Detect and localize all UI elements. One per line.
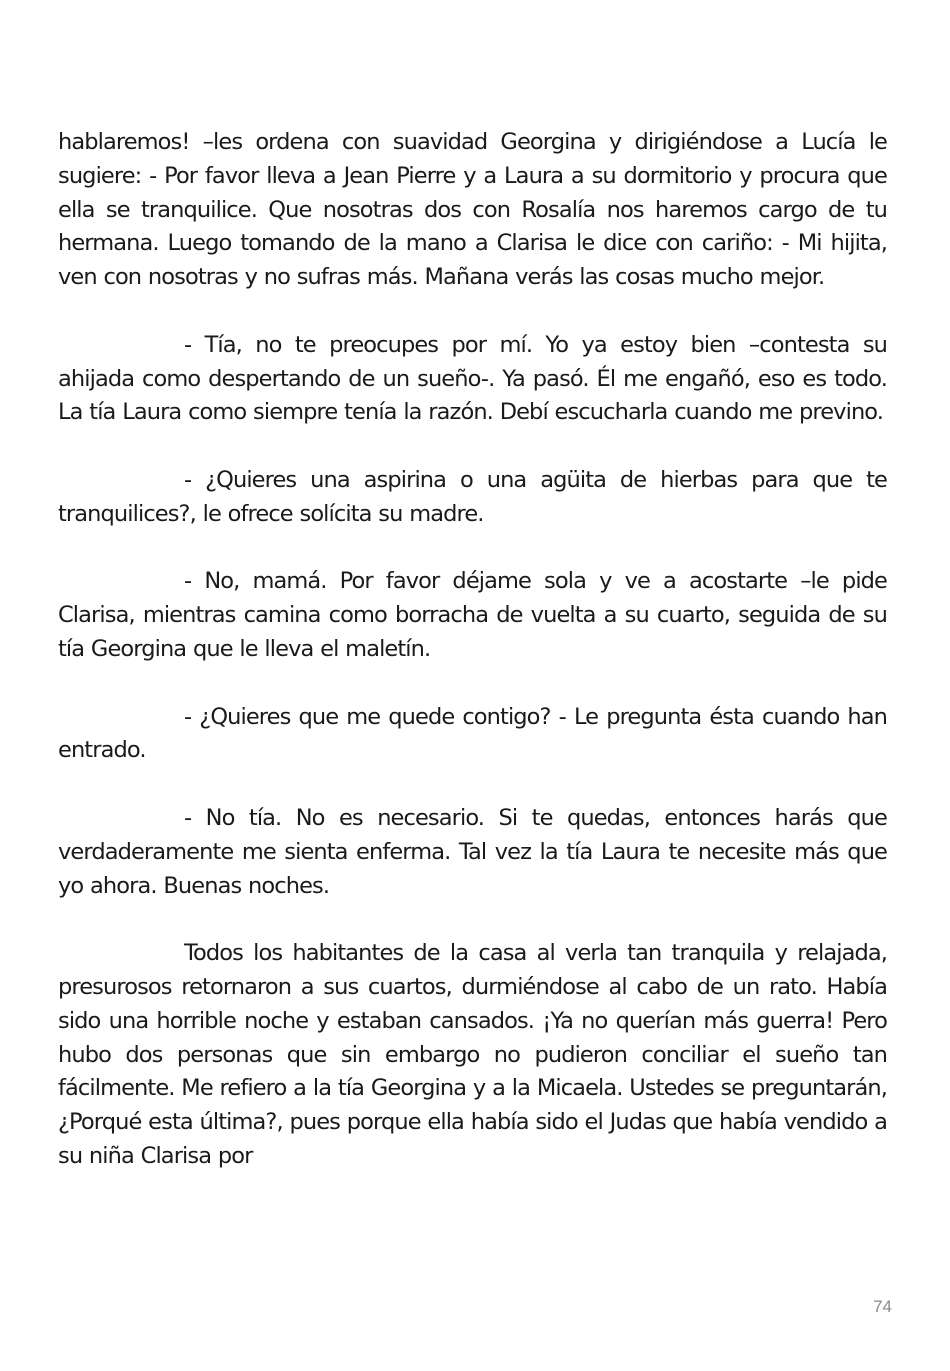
paragraph-3: - ¿Quieres una aspirina o una agüita de hierbas para que te tranquilices?, le ofrece solícita su madre. — [58, 466, 887, 527]
page-number: 74 — [873, 1297, 892, 1316]
body-text — [58, 126, 887, 1208]
paragraph-1: hablaremos! –les ordena con suavidad Georgina y dirigiéndose a Lucía le sugiere: - Por favor lleva a Jean Pierre y a Laura a su dormitorio y procura que ella se tranquilice. Que nosotras dos con Rosalía nos haremos cargo de tu hermana. Luego tomando de la mano a Clarisa le dice con cariño: - Mi hijita, ven con nosotras y no sufras más. Mañana verás las cosas mucho mejor. — [58, 129, 887, 291]
paragraph-2: - Tía, no te preocupes por mí. Yo ya estoy bien –contesta su ahijada como despertando de un sueño-. Ya pasó. Él me engañó, eso es todo. La tía Laura como siempre tenía la razón. Debí escucharla cuando me previno. — [58, 331, 887, 426]
paragraph-5: - ¿Quieres que me quede contigo? - Le pregunta ésta cuando han entrado. — [58, 703, 887, 764]
paragraph-6: - No tía. No es necesario. Si te quedas, entonces harás que verdaderamente me sienta enferma. Tal vez la tía Laura te necesite más que yo ahora. Buenas noches. — [58, 804, 887, 899]
paragraph-4: - No, mamá. Por favor déjame sola y ve a acostarte –le pide Clarisa, mientras camina como borracha de vuelta a su cuarto, seguida de su tía Georgina que le lleva el maletín. — [58, 568, 887, 662]
paragraph-7: Todos los habitantes de la casa al verla tan tranquila y relajada, presurosos retornaron a sus cuartos, durmiéndose al cabo de un rato. Había sido una horrible noche y estaban cansados. ¡Ya no querían más guerra! Pero hubo dos personas que sin embargo no pudieron conciliar el sueño tan fácilmente. Me refiero a la tía Georgina y a la Micaela. Ustedes se preguntarán, ¿Porqué esta última?, pues porque ella había sido el Judas que había vendido a su niña Clarisa por — [58, 940, 887, 1169]
